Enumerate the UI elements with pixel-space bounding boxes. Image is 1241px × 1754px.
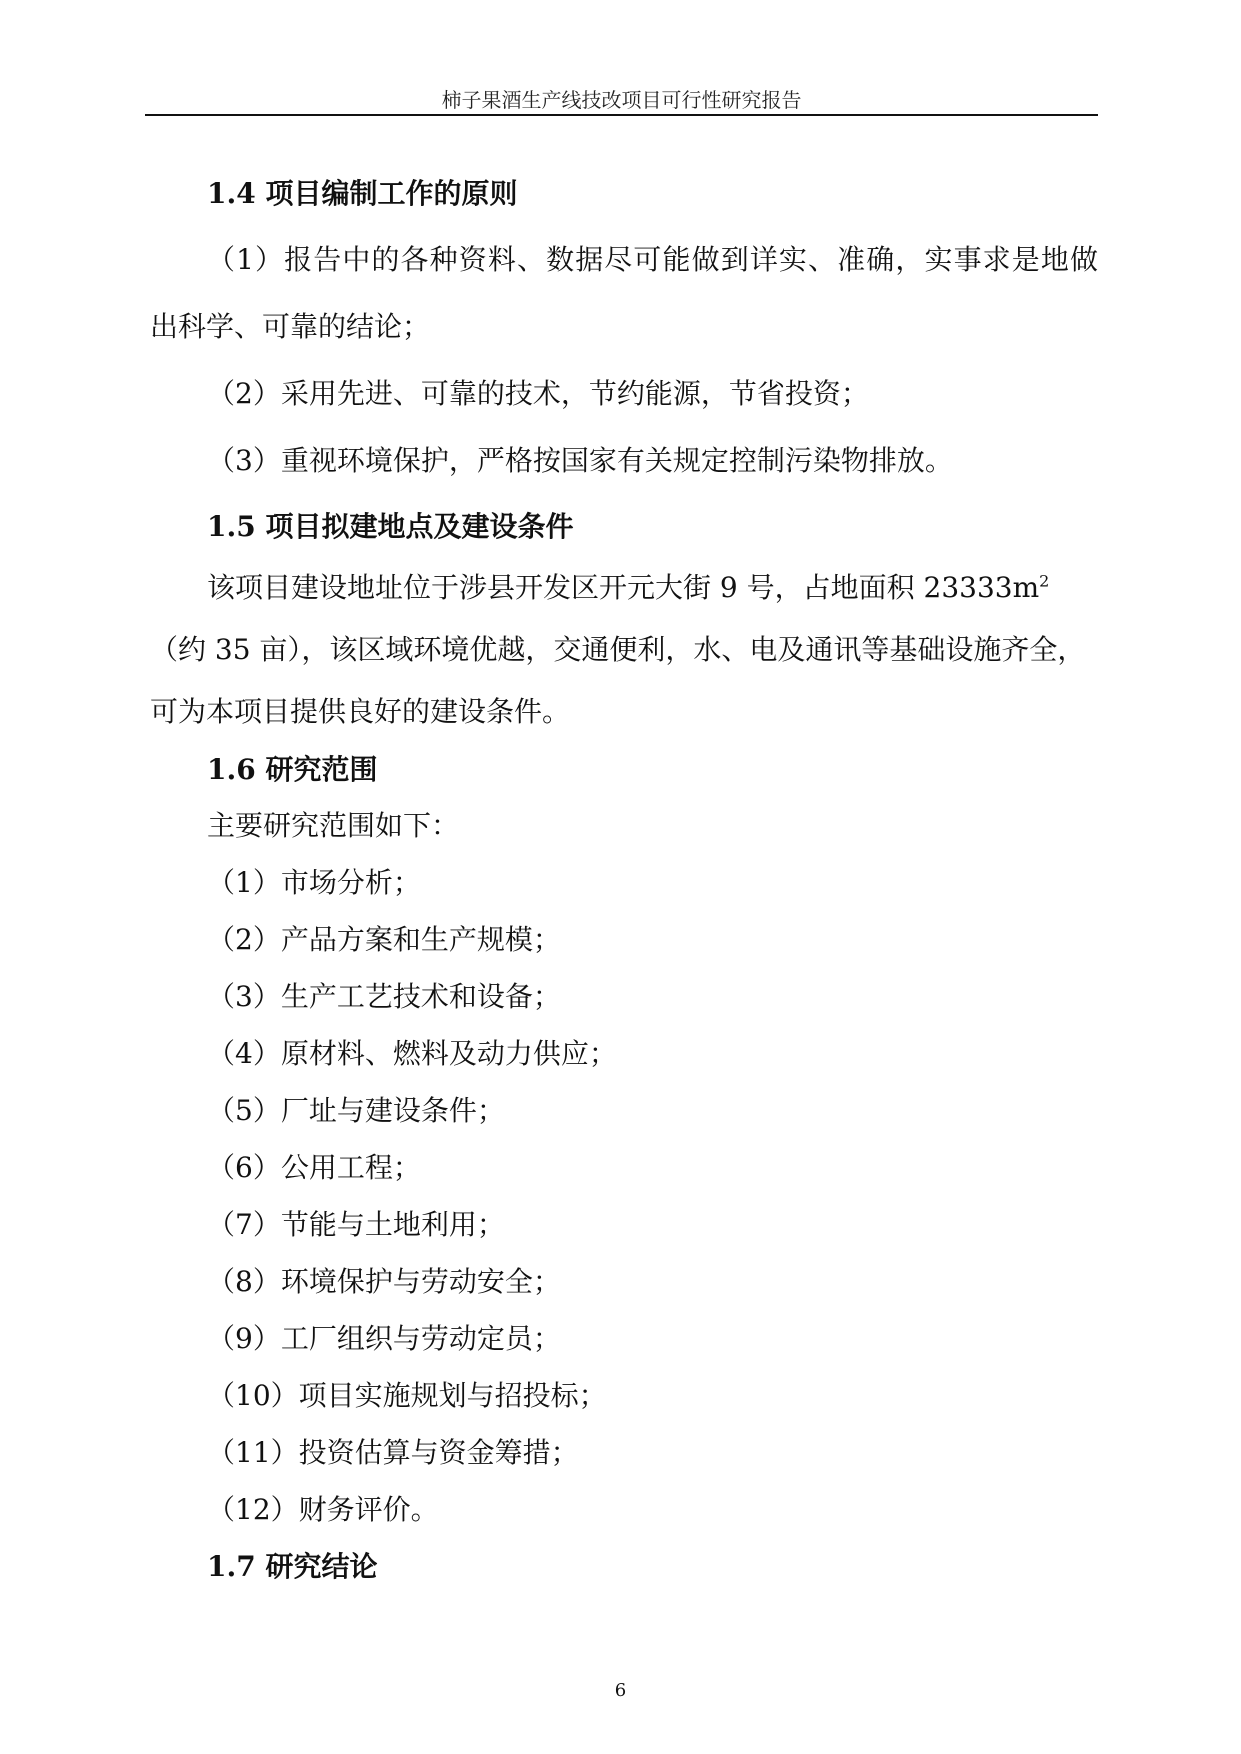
list-item: （2）产品方案和生产规模； [207, 923, 561, 956]
list-item: （8）环境保护与劳动安全； [207, 1265, 561, 1298]
list-item: （9）工厂组织与劳动定员； [207, 1322, 561, 1355]
paragraph-line: 主要研究范围如下： [207, 809, 460, 842]
running-header: 柿子果酒生产线技改项目可行性研究报告 [441, 88, 802, 112]
paragraph-line: （3）重视环境保护，严格按国家有关规定控制污染物排放。 [207, 444, 953, 477]
superscript: 2 [1039, 571, 1050, 591]
paragraph-line: （约 35 亩），该区域环境优越，交通便利，水、电及通讯等基础设施齐全， [150, 633, 1086, 666]
paragraph-line: （1）报告中的各种资料、数据尽可能做到详实、准确，实事求是地做 [207, 243, 1098, 276]
header-rule [145, 114, 1098, 116]
paragraph-line: 可为本项目提供良好的建设条件。 [150, 695, 571, 728]
list-item: （6）公用工程； [207, 1151, 421, 1184]
list-item: （12）财务评价。 [207, 1493, 439, 1526]
section-heading-1-4: 1.4 项目编制工作的原则 [207, 177, 518, 210]
paragraph-line [207, 568, 1098, 608]
page-number: 6 [614, 1680, 627, 1701]
list-item: （11）投资估算与资金筹措； [207, 1436, 579, 1469]
paragraph-line: （2）采用先进、可靠的技术，节约能源，节省投资； [207, 377, 869, 410]
paragraph-text: 该项目建设地址位于涉县开发区开元大街 9 号，占地面积 23333m [207, 571, 1040, 604]
paragraph-line: 出科学、可靠的结论； [150, 310, 431, 343]
list-item: （7）节能与土地利用； [207, 1208, 505, 1241]
list-item: （1）市场分析； [207, 866, 421, 899]
list-item: （3）生产工艺技术和设备； [207, 980, 561, 1013]
list-item: （4）原材料、燃料及动力供应； [207, 1037, 617, 1070]
list-item: （5）厂址与建设条件； [207, 1094, 505, 1127]
section-heading-1-7: 1.7 研究结论 [207, 1550, 378, 1583]
section-heading-1-5: 1.5 项目拟建地点及建设条件 [207, 510, 574, 543]
section-heading-1-6: 1.6 研究范围 [207, 753, 378, 786]
list-item: （10）项目实施规划与招投标； [207, 1379, 607, 1412]
